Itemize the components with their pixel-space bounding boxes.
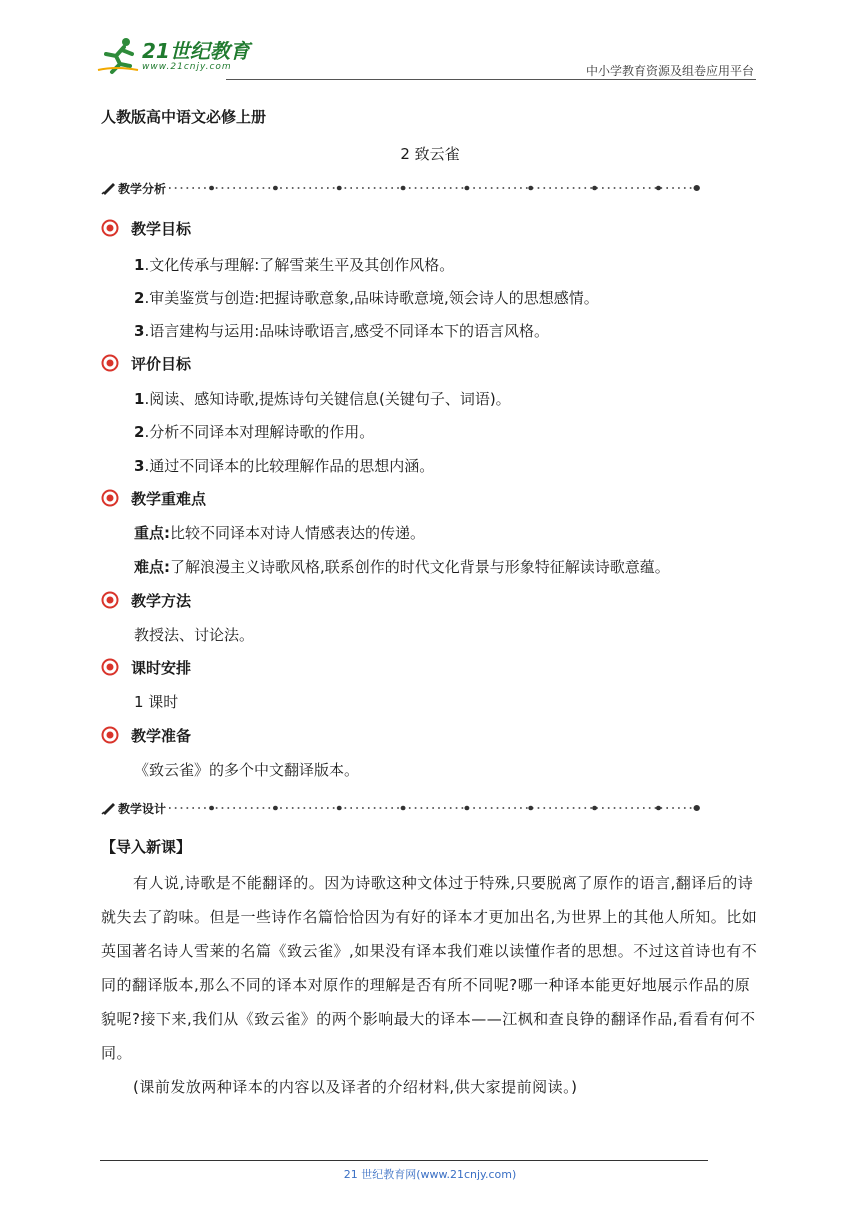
section-bar-design <box>101 799 701 817</box>
evaluation-item <box>134 455 434 476</box>
lesson-title <box>0 143 860 164</box>
heading-evaluation-text: 评价目标 <box>131 354 192 373</box>
intro-paragraph: 有人说,诗歌是不能翻译的。因为诗歌这种文体过于特殊,只要脱离了原作的语言,翻译后的诗就失去了韵味。但是一些诗作名篇恰恰因为有好的译本才更加出名,为世界上的其他人所知。比如英国著名诗人雪莱的名篇《致云雀》,如果没有译本我们难以读懂作者的思想。不过这首诗也有不同的翻译版本,那么不同的译本对原作的理解是否有所不同呢?哪一种译本能更好地展示作品的原貌呢?接下来,我们从《致云雀》的两个影响最大的译本——江枫和查良铮的翻译作品,看看有何不同。 <box>101 874 758 1062</box>
footer-link[interactable]: 21 世纪教育网(www.21cnjy.com) <box>343 1168 517 1181</box>
section-label-design: 教学设计 <box>118 801 167 816</box>
target-bullet-icon <box>101 219 119 237</box>
evaluation-item <box>134 388 511 409</box>
heading-goals <box>101 217 191 239</box>
intro-heading: 【导入新课】 <box>101 838 192 856</box>
heading-schedule-text: 课时安排 <box>131 658 192 677</box>
goal-item <box>134 320 549 341</box>
target-bullet-icon <box>101 354 119 372</box>
section-bar-analysis <box>101 179 701 197</box>
heading-preparation <box>101 724 191 746</box>
pen-icon <box>101 181 117 195</box>
pen-icon <box>101 801 117 815</box>
goal-item <box>134 287 599 308</box>
runner-logo-icon <box>96 36 140 76</box>
logo-url: www.21cnjy.com <box>142 61 232 72</box>
page-header <box>96 28 756 80</box>
heading-key-points-text: 教学重难点 <box>131 489 207 508</box>
goal-item <box>134 254 454 275</box>
target-bullet-icon <box>101 726 119 744</box>
heading-preparation-text: 教学准备 <box>131 726 192 745</box>
focus-label: 重点: <box>134 524 170 542</box>
site-logo[interactable] <box>96 36 250 76</box>
evaluation-number: 3 <box>134 457 145 475</box>
schedule-text: 1 课时 <box>134 693 179 711</box>
target-bullet-icon <box>101 658 119 676</box>
difficulty-label: 难点: <box>134 558 170 576</box>
goal-text: .文化传承与理解:了解雪莱生平及其创作风格。 <box>144 256 455 274</box>
heading-method <box>101 589 191 611</box>
goal-number: 3 <box>134 322 145 340</box>
heading-method-text: 教学方法 <box>131 591 192 610</box>
focus-text: 比较不同译本对诗人情感表达的传递。 <box>170 524 426 542</box>
evaluation-text: .阅读、感知诗歌,提炼诗句关键信息(关键句子、词语)。 <box>144 390 511 408</box>
dotted-divider <box>169 184 701 192</box>
goal-number: 2 <box>134 289 145 307</box>
target-bullet-icon <box>101 489 119 507</box>
evaluation-text: .通过不同译本的比较理解作品的思想内涵。 <box>144 457 435 475</box>
preparation-text: 《致云雀》的多个中文翻译版本。 <box>134 761 360 779</box>
intro-note: (课前发放两种译本的内容以及译者的介绍材料,供大家提前阅读。) <box>133 1078 578 1096</box>
lesson-title-text: 2 致云雀 <box>400 145 460 163</box>
dotted-divider <box>169 804 701 812</box>
goal-number: 1 <box>134 256 145 274</box>
heading-key-points <box>101 487 206 509</box>
header-divider <box>226 79 756 80</box>
difficulty-text: 了解浪漫主义诗歌风格,联系创作的时代文化背景与形象特征解读诗歌意蕴。 <box>170 558 670 576</box>
logo-title: 21世纪教育 <box>142 38 250 63</box>
evaluation-text: .分析不同译本对理解诗歌的作用。 <box>144 423 375 441</box>
focus-line <box>134 522 425 543</box>
goal-text: .语言建构与运用:品味诗歌语言,感受不同译本下的语言风格。 <box>144 322 550 340</box>
heading-schedule <box>101 656 191 678</box>
difficulty-line <box>134 556 670 577</box>
book-title: 人教版高中语文必修上册 <box>101 108 267 126</box>
evaluation-number: 2 <box>134 423 145 441</box>
method-text: 教授法、讨论法。 <box>134 626 255 644</box>
heading-goals-text: 教学目标 <box>131 219 192 238</box>
target-bullet-icon <box>101 591 119 609</box>
evaluation-number: 1 <box>134 390 145 408</box>
footer-divider <box>100 1160 708 1161</box>
goal-text: .审美鉴赏与创造:把握诗歌意象,品味诗歌意境,领会诗人的思想感情。 <box>144 289 599 307</box>
platform-name: 中小学教育资源及组卷应用平台 <box>585 64 754 78</box>
heading-evaluation <box>101 352 191 374</box>
evaluation-item <box>134 421 374 442</box>
section-label-analysis: 教学分析 <box>118 181 167 196</box>
